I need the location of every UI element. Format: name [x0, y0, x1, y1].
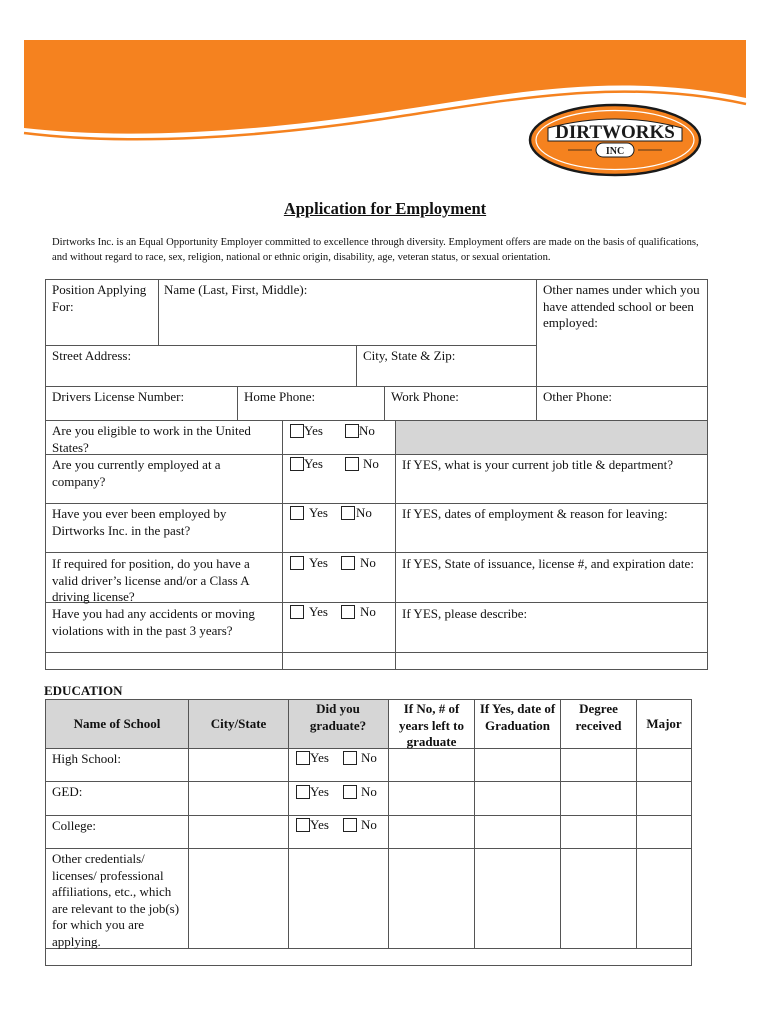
header-banner — [0, 0, 770, 180]
yes-checkbox[interactable] — [290, 556, 304, 570]
table-border — [560, 699, 561, 949]
yes-label: Yes — [309, 505, 328, 520]
eeo-statement: Dirtworks Inc. is an Equal Opportunity Employer committed to excellence through diversity. Employment offers are made on the basis of qualifications, and without regard to race, sex, religion, national or ethnic origin, disability, age, veteran status, or sexual orientation. — [52, 237, 699, 263]
yes-label: Yes — [309, 604, 328, 619]
table-border — [45, 652, 708, 653]
street-label: Street Address: — [52, 348, 132, 363]
followup-license: If YES, State of issuance, license #, and expiration date: — [402, 556, 694, 571]
row-high-school: High School: — [52, 751, 121, 766]
no-checkbox[interactable] — [341, 506, 355, 520]
table-border — [356, 345, 357, 387]
no-label: No — [361, 784, 377, 799]
yes-checkbox[interactable] — [290, 506, 304, 520]
yes-label: Yes — [304, 456, 323, 471]
shaded-cell — [396, 421, 707, 454]
table-border — [474, 699, 475, 949]
question-license: If required for position, do you have a valid driver’s license and/or a Class A driving license? — [52, 556, 250, 604]
no-label: No — [361, 817, 377, 832]
no-label: No — [361, 750, 377, 765]
table-border — [395, 420, 396, 670]
table-border — [45, 699, 692, 700]
table-border — [45, 345, 536, 346]
yes-checkbox[interactable] — [296, 818, 310, 832]
yes-checkbox[interactable] — [290, 424, 304, 438]
table-border — [536, 279, 537, 421]
header-degree: Degree received — [575, 701, 622, 733]
other-phone-label: Other Phone: — [543, 389, 612, 404]
header-years-left: If No, # of years left to graduate — [399, 701, 464, 749]
no-checkbox[interactable] — [345, 457, 359, 471]
no-checkbox[interactable] — [343, 785, 357, 799]
header-graduate: Did you graduate? — [309, 701, 367, 733]
table-border — [45, 279, 708, 280]
page-title: Application for Employment — [283, 199, 487, 218]
table-border — [188, 699, 189, 949]
no-label: No — [359, 423, 375, 438]
no-checkbox[interactable] — [343, 818, 357, 832]
table-border — [45, 386, 708, 387]
header-graduation-date: If Yes, date of Graduation — [479, 701, 556, 733]
table-border — [45, 669, 708, 670]
yes-checkbox[interactable] — [290, 457, 304, 471]
table-border — [45, 279, 46, 670]
table-border — [45, 815, 692, 816]
position-label: Position Applying For: — [52, 282, 147, 314]
table-border — [45, 748, 692, 749]
table-border — [45, 503, 708, 504]
table-border — [636, 699, 637, 949]
table-border — [158, 279, 159, 346]
header-school: Name of School — [73, 716, 161, 731]
logo-inc: INC — [605, 146, 625, 157]
followup-past-employment: If YES, dates of employment & reason for leaving: — [402, 506, 668, 521]
no-checkbox[interactable] — [345, 424, 359, 438]
table-border — [45, 420, 708, 421]
no-checkbox[interactable] — [341, 605, 355, 619]
yes-label: Yes — [310, 817, 329, 832]
table-border — [288, 699, 289, 949]
followup-accidents: If YES, please describe: — [402, 606, 528, 621]
yes-label: Yes — [310, 750, 329, 765]
other-names-label: Other names under which you have attended school or been employed: — [543, 282, 700, 330]
no-label: No — [356, 505, 372, 520]
name-label: Name (Last, First, Middle): — [164, 282, 308, 297]
question-past-employment: Have you ever been employed by Dirtworks Inc. in the past? — [52, 506, 227, 538]
yes-label: Yes — [304, 423, 323, 438]
table-border — [691, 699, 692, 966]
question-eligible: Are you eligible to work in the United States? — [52, 423, 251, 455]
no-checkbox[interactable] — [341, 556, 355, 570]
logo-brand: DIRTWORKS — [555, 122, 675, 143]
yes-checkbox[interactable] — [296, 751, 310, 765]
no-label: No — [360, 555, 376, 570]
home-phone-label: Home Phone: — [244, 389, 316, 404]
no-label: No — [360, 604, 376, 619]
row-college: College: — [52, 818, 97, 833]
city-label: City, State & Zip: — [363, 348, 456, 363]
table-border — [707, 279, 708, 670]
education-title: EDUCATION — [44, 683, 123, 698]
yes-checkbox[interactable] — [296, 785, 310, 799]
header-city-state: City/State — [210, 716, 267, 731]
no-checkbox[interactable] — [343, 751, 357, 765]
question-employed: Are you currently employed at a company? — [52, 457, 221, 489]
yes-label: Yes — [310, 784, 329, 799]
table-border — [45, 699, 46, 966]
followup-employed: If YES, what is your current job title & department? — [402, 457, 674, 472]
table-border — [45, 965, 692, 966]
table-border — [45, 848, 692, 849]
table-border — [282, 420, 283, 670]
yes-checkbox[interactable] — [290, 605, 304, 619]
table-border — [45, 781, 692, 782]
header-major: Major — [646, 716, 682, 731]
table-border — [237, 386, 238, 421]
table-border — [384, 386, 385, 421]
license-label: Drivers License Number: — [52, 389, 185, 404]
work-phone-label: Work Phone: — [391, 389, 459, 404]
yes-label: Yes — [309, 555, 328, 570]
table-border — [45, 552, 708, 553]
row-other-credentials: Other credentials/ licenses/ professional affiliations, etc., which are relevant to the job(s) for which you are applying. — [52, 851, 180, 949]
no-label: No — [363, 456, 379, 471]
question-accidents: Have you had any accidents or moving violations with in the past 3 years? — [52, 606, 255, 638]
row-ged: GED: — [52, 784, 83, 799]
